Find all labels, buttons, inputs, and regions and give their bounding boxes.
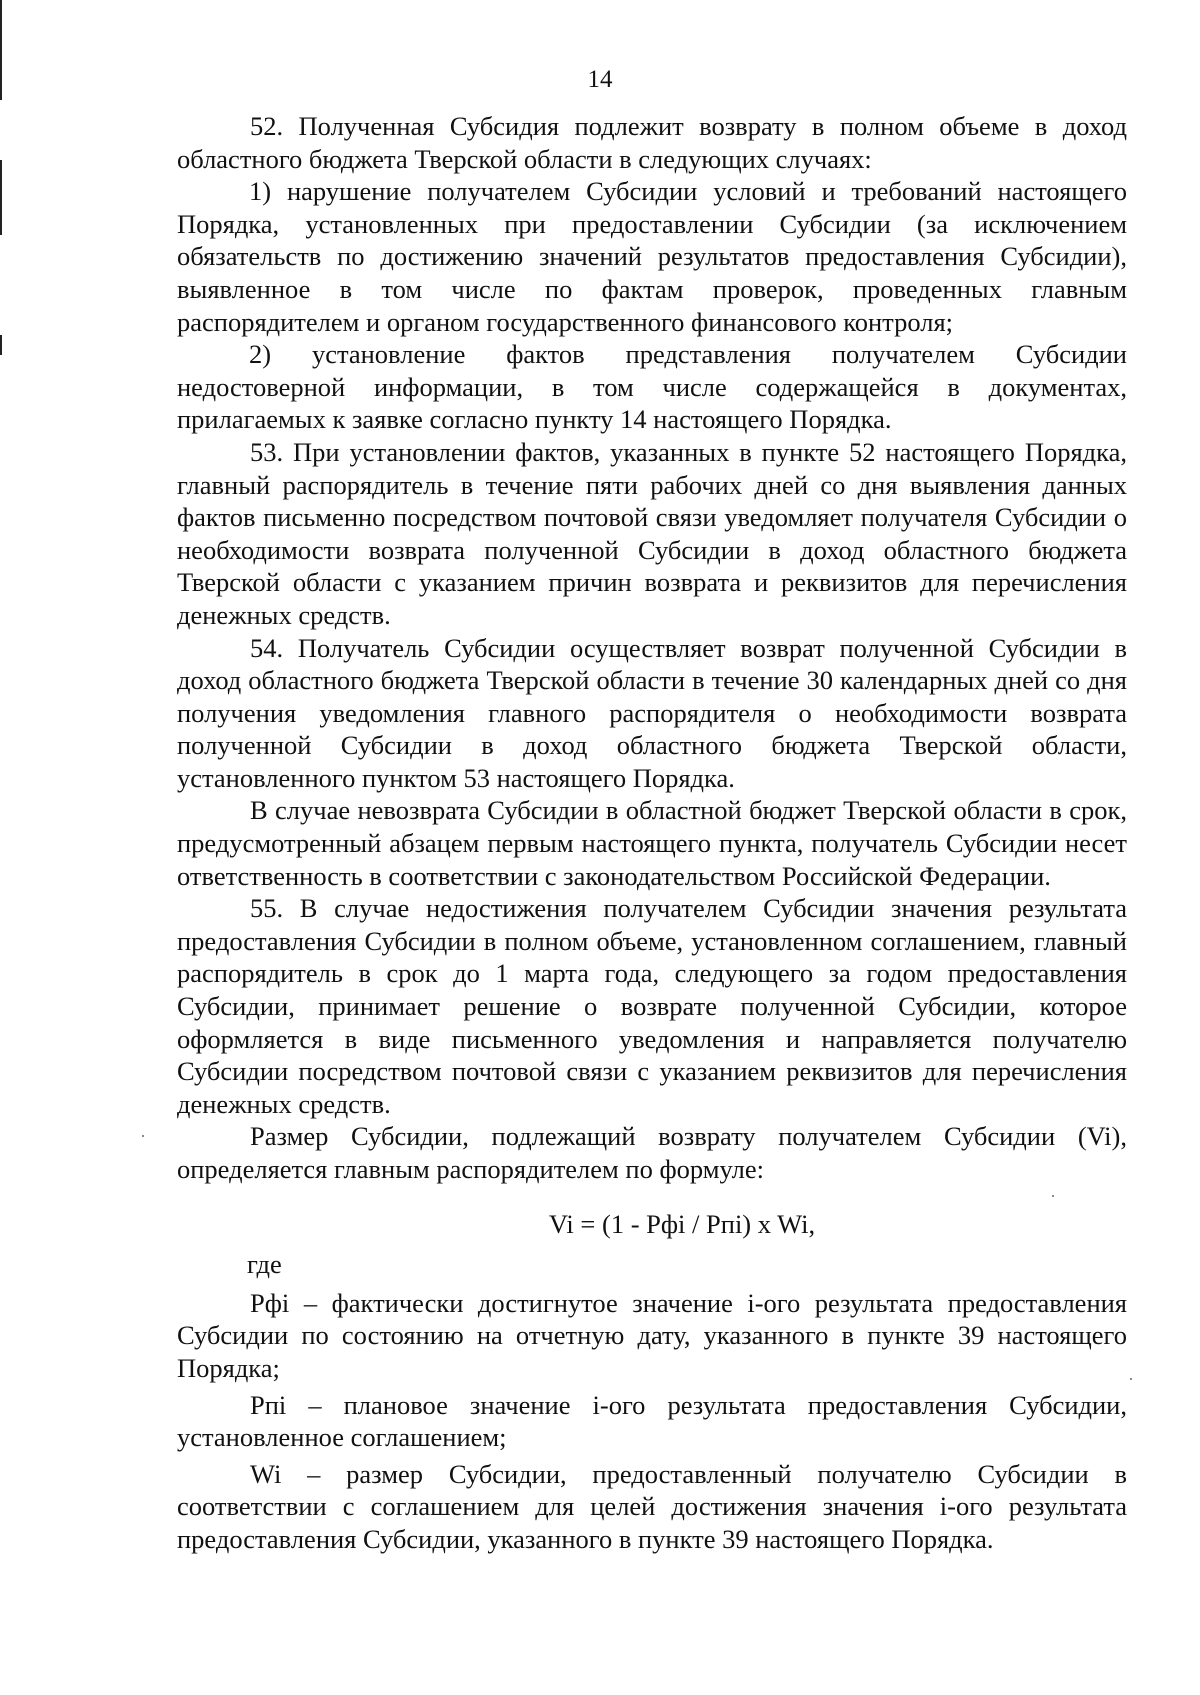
paragraph-53: 53. При установлении фактов, указанных в пункте 52 настоящего Порядка, главный распорядитель в течение пяти рабочих дней со дня выявления данных фактов письменно посредством почтовой связи уведомляет получателя Субсидии о необходимости возврата полученной Субсидии в доход областного бюджета Тверской области с указанием причин возврата и реквизитов для перечисления денежных средств. xyxy=(177,436,1127,630)
scan-edge-mark xyxy=(0,160,2,235)
page-number: 14 xyxy=(587,66,613,93)
refund-formula: Vi = (1 - Pфi / Рпi) x Wi, xyxy=(548,1208,816,1239)
paragraph-55: 55. В случае недостижения получателем Субсидии значения результата предоставления Субсидии в полном объеме, установленном соглашением, главный распорядитель в срок до 1 марта года, следующего за годом предоставления Субсидии, принимает решение о возврате полученной Субсидии, которое оформляется в виде письменного уведомления и направляется получателю Субсидии посредством почтовой связи с указанием реквизитов для перечисления денежных средств. xyxy=(177,893,1127,1119)
scan-speck xyxy=(142,1135,144,1137)
where-label: где xyxy=(247,1249,282,1280)
scan-speck xyxy=(1130,1378,1132,1380)
definition-rfi: Рфi – фактически достигнутое значение i-ого результата предоставления Субсидии по состоянию на отчетную дату, указанного в пункте 39 настоящего Порядка; xyxy=(177,1287,1127,1383)
definition-rpi: Рпi – плановое значение i-ого результата предоставления Субсидии, установленное соглашением; xyxy=(177,1389,1127,1453)
document-body xyxy=(177,110,1127,1560)
paragraph-52: 52. Полученная Субсидия подлежит возврату в полном объеме в доход областного бюджета Тверской области в следующих случаях: xyxy=(177,111,1127,174)
paragraph-55-formula-intro: Размер Субсидии, подлежащий возврату получателем Субсидии (Vi), определяется главным распорядителем по формуле: xyxy=(177,1121,1127,1184)
paragraph-54-second: В случае невозврата Субсидии в областной бюджет Тверской области в срок, предусмотренный абзацем первым настоящего пункта, получатель Субсидии несет ответственность в соответствии с законодательством Российской Федерации. xyxy=(177,795,1127,891)
paragraph-52-item-1: 1) нарушение получателем Субсидии условий и требований настоящего Порядка, установленных при предоставлении Субсидии (за исключением обязательств по достижению значений результатов предоставления Субсидии), выявленное в том числе по фактам проверок, проведенных главным распорядителем и органом государственного финансового контроля; xyxy=(177,176,1127,337)
paragraph-54: 54. Получатель Субсидии осуществляет возврат полученной Субсидии в доход областного бюджета Тверской области в течение 30 календарных дней со дня получения уведомления главного распорядителя о необходимости возврата полученной Субсидии в доход областного бюджета Тверской области, установленного пунктом 53 настоящего Порядка. xyxy=(177,632,1127,793)
scan-edge-mark xyxy=(0,335,2,355)
definition-wi: Wi – размер Субсидии, предоставленный получателю Субсидии в соответствии с соглашением для целей достижения значения i-ого результата предоставления Субсидии, указанного в пункте 39 настоящего Порядка. xyxy=(177,1458,1127,1554)
paragraph-52-item-2: 2) установление фактов представления получателем Субсидии недостоверной информации, в том числе содержащейся в документах, прилагаемых к заявке согласно пункту 14 настоящего Порядка. xyxy=(177,339,1127,435)
